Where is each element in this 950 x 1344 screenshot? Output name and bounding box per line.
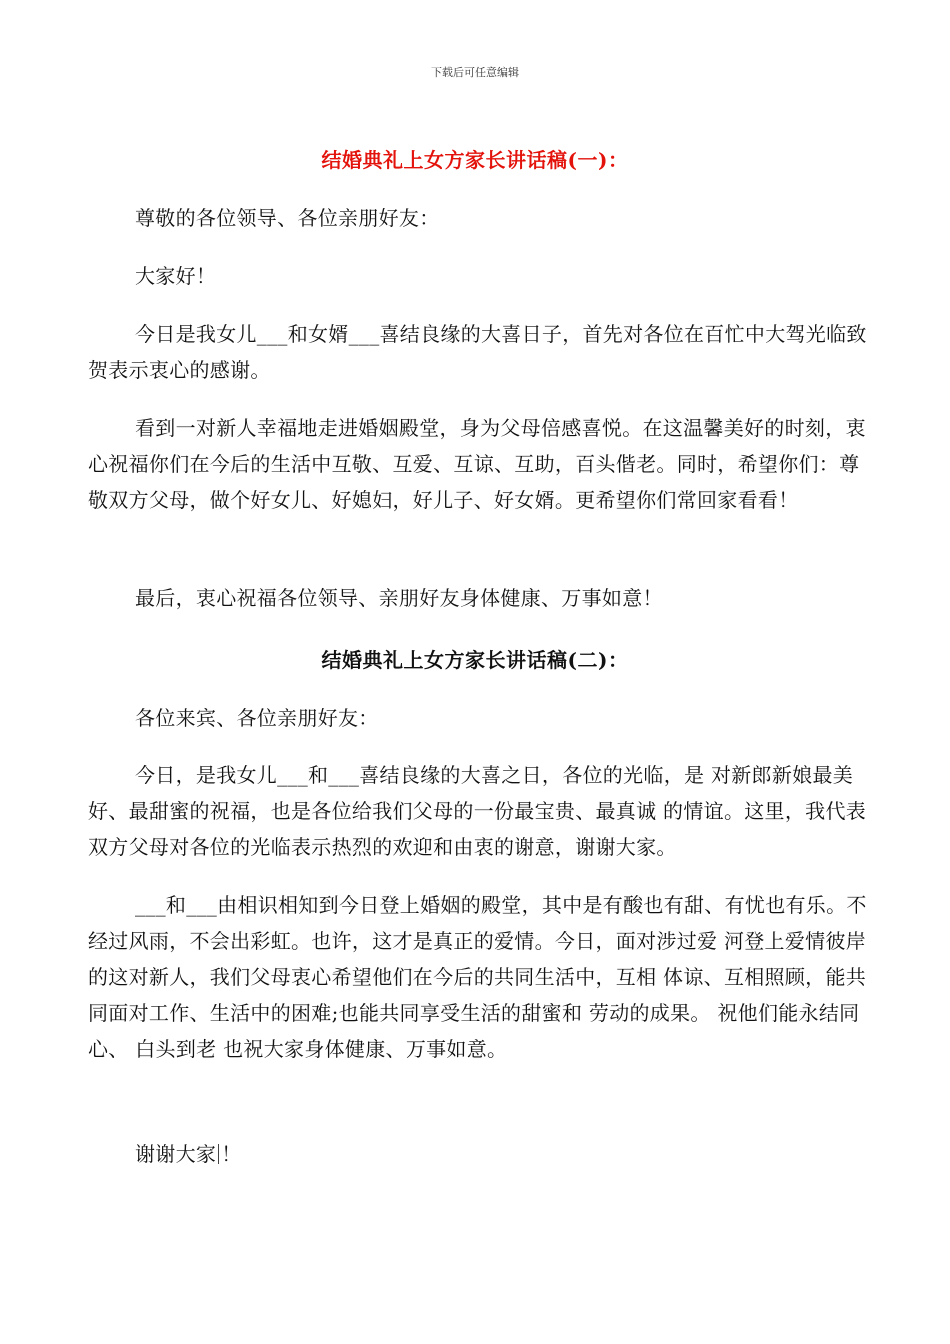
text-cursor — [218, 1144, 219, 1164]
section2-closing — [88, 1136, 868, 1172]
section1-hello: 大家好！ — [135, 264, 217, 288]
header-note: 下载后可任意编辑 — [431, 66, 519, 79]
section1-paragraph-3: 最后，衷心祝福各位领导、亲朋好友身体健康、万事如意！ — [135, 586, 663, 610]
section2-paragraph-1: 今日，是我女儿___和___喜结良缘的大喜之日，各位的光临，是 对新郎新娘最美好、最甜蜜的祝福，也是各位给我们父母的一份最宝贵、最真诚 的情谊。这里，我代表双方父母对各位的光临表示热烈的欢迎和由衷的谢意，谢谢大家。 — [88, 763, 867, 859]
section2-paragraph-2: ___和___由相识相知到今日登上婚姻的殿堂，其中是有酸也有甜、有忧也有乐。不经过风雨，不会出彩虹。也许，这才是真正的爱情。今日，面对涉过爱 河登上爱情彼岸的这对新人，我们父母衷心希望他们在今后的共同生活中，互相 体谅、互相照顾，能共同面对工作、生活中的困难;也能共同享受生活的甜蜜和 劳动的成果。 祝他们能永结同心、 白头到老 也祝大家身体健康、万事如意。 — [88, 893, 867, 1061]
section2-title: 结婚典礼上女方家长讲话稿(二)： — [321, 648, 629, 672]
section1-paragraph-2: 看到一对新人幸福地走进婚姻殿堂，身为父母倍感喜悦。在这温馨美好的时刻，衷心祝福你们在今后的生活中互敬、互爱、互谅、互助，百头偕老。同时，希望你们：尊敬双方父母，做个好女儿、好媳妇，好儿子、好女婿。更希望你们常回家看看！ — [88, 416, 866, 512]
section2-greeting: 各位来宾、各位亲朋好友： — [135, 706, 379, 730]
section1-title: 结婚典礼上女方家长讲话稿(一)： — [321, 148, 629, 172]
closing-text: 谢谢大家 — [135, 1142, 217, 1166]
section1-paragraph-1: 今日是我女儿___和女婿___喜结良缘的大喜日子，首先对各位在百忙中大驾光临致贺表示衷心的感谢。 — [88, 322, 867, 382]
closing-punctuation: ！ — [221, 1142, 242, 1166]
section1-greeting: 尊敬的各位领导、各位亲朋好友： — [135, 206, 440, 230]
